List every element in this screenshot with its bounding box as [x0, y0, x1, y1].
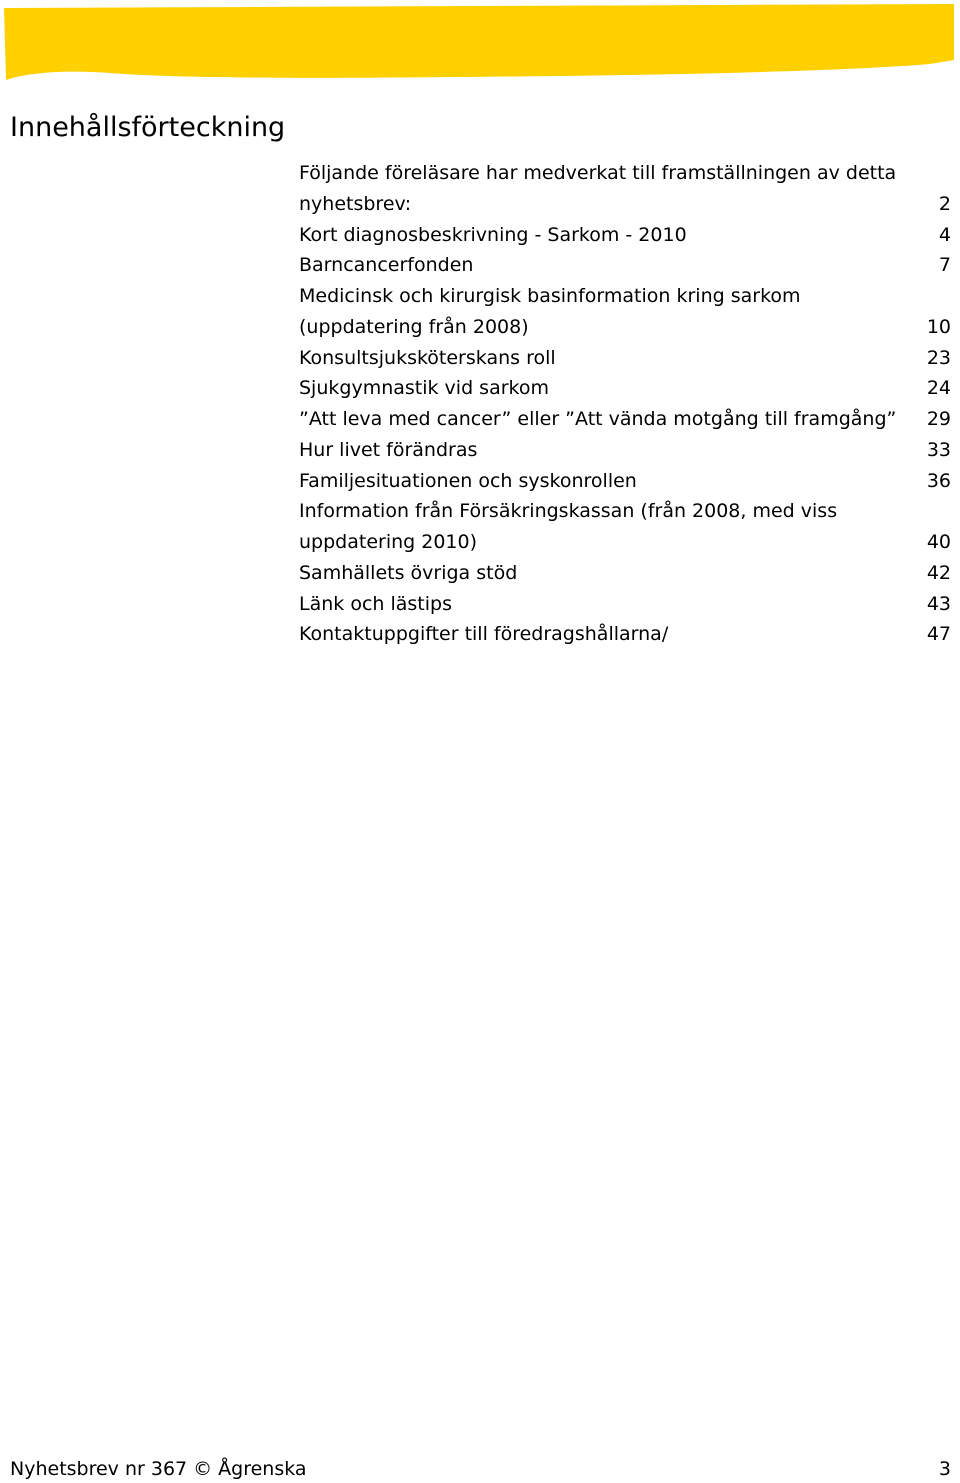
toc-entry-title: Samhällets övriga stöd	[299, 561, 518, 584]
toc-entry-page: 47	[926, 623, 951, 646]
page-title: Innehållsförteckning	[10, 112, 286, 143]
toc-entry-title: Länk och lästips	[299, 592, 452, 615]
toc-entry-familjesituationen[interactable]	[299, 466, 951, 497]
toc-entry-title: Information från Försäkringskassan (från 2008, med viss uppdatering 2010)	[299, 500, 844, 553]
toc-entry-page: 33	[926, 438, 951, 461]
yellow-banner	[0, 0, 960, 90]
toc-entry-page: 43	[926, 592, 951, 615]
toc-entry-forsakringskassan[interactable]	[299, 496, 951, 558]
toc-entry-title: Barncancerfonden	[299, 254, 474, 277]
toc-entry-page: 23	[926, 346, 951, 369]
toc-entry-lank-lastips[interactable]	[299, 589, 951, 620]
toc-entry-title: ”Att leva med cancer” eller ”Att vända motgång till framgång”	[299, 408, 897, 430]
footer-page-number: 3	[938, 1458, 951, 1480]
toc-entry-sjukgymnastik[interactable]	[299, 373, 951, 404]
toc-entry-title: Familjesituationen och syskonrollen	[299, 469, 637, 492]
toc-entry-title: Hur livet förändras	[299, 438, 478, 461]
toc-entry-page: 29	[926, 408, 951, 430]
toc-entry-kontaktuppgifter[interactable]	[299, 619, 951, 650]
toc-entry-barncancerfonden[interactable]	[299, 250, 951, 281]
toc-entry-page: 36	[926, 469, 951, 492]
toc-entry-page: 42	[926, 561, 951, 584]
toc-entry-title: Kontaktuppgifter till föredragshållarna/	[299, 623, 669, 646]
footer-copyright: © Ågrenska	[193, 1458, 307, 1480]
toc-entry-konsultsjukskoterska[interactable]	[299, 343, 951, 374]
toc-entry-title: Konsultsjuksköterskans roll	[299, 346, 556, 369]
toc-entry-samhallets-stod[interactable]	[299, 558, 951, 589]
toc-entry-livet-forandras[interactable]	[299, 435, 951, 466]
toc-entry-title: Medicinsk och kirurgisk basinformation kring sarkom (uppdatering från 2008)	[299, 285, 807, 338]
toc-entry-page: 7	[938, 254, 951, 277]
toc-entry-title: Följande föreläsare har medverkat till framställningen av detta nyhetsbrev:	[299, 162, 903, 215]
toc-entry-page: 24	[926, 377, 951, 400]
toc-entry-forelasare[interactable]	[299, 158, 951, 220]
footer-newsletter-number: Nyhetsbrev nr 367	[10, 1458, 188, 1480]
toc-entry-page: 40	[926, 531, 951, 553]
toc-entry-leva-med-cancer[interactable]	[299, 404, 951, 435]
toc-entry-basinformation[interactable]	[299, 281, 951, 343]
toc-entry-title: Kort diagnosbeskrivning - Sarkom - 2010	[299, 223, 687, 246]
toc-entry-page: 4	[938, 223, 951, 246]
toc-entry-page: 10	[926, 315, 951, 338]
page-footer	[10, 1455, 951, 1483]
toc-entry-diagnosbeskrivning[interactable]	[299, 220, 951, 251]
footer-publication	[10, 1455, 307, 1483]
toc-entry-page: 2	[938, 192, 951, 215]
toc-entry-title: Sjukgymnastik vid sarkom	[299, 377, 549, 400]
table-of-contents	[299, 158, 951, 650]
